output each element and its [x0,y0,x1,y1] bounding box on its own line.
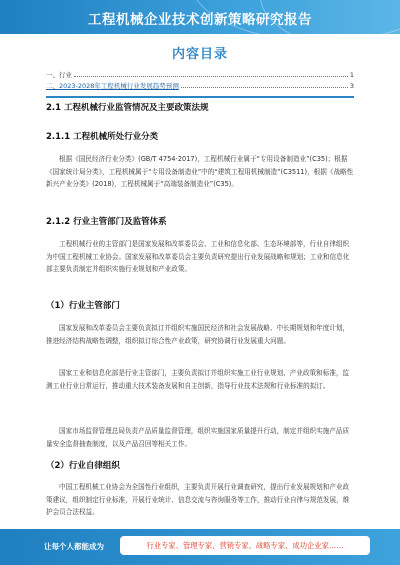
toc-item-page: 1 [349,71,354,79]
paragraph: 国家市场监督管理总局负责产品质量监督管理，组织实施国家质量提升行动，制定并组织实施产品质量安全监督抽查制度，以及产品召回等相关工作。 [46,427,350,448]
toc-item-label[interactable]: 一、行业 [46,71,72,79]
report-title: 工程机械企业技术创新策略研究报告 [88,12,312,28]
toc-leader-dots [181,87,348,88]
section-heading: 2.1.1 工程机械所处行业分类 [46,132,159,142]
paragraph: 中国工程机械工业协会为全国性行业组织，主要负责开展行业调查研究，提出行业发展规划和产业政策建议，组织制定行业标准，开展行业统计、信息交流与咨询服务等工作，推动行业自律与规范发展，维护会员合法权益。 [46,483,350,517]
toc-list [46,70,354,92]
toc-item[interactable] [46,81,354,92]
section-heading: （2）行业自律组织 [46,461,120,471]
report-header-banner [0,0,400,34]
paragraph: 工程机械行业的主管部门是国家发展和改革委员会、工业和信息化部、生态环境部等，行业自律组织为中国工程机械工业协会。国家发展和改革委员会主要负责研究提出行业发展战略和规划；工业和信息化部主要负责制定并组织实施行业规划和产业政策。 [46,240,350,274]
footer-roles-box [120,536,370,555]
paragraph: 国家工业和信息化部是行业主管部门，主要负责拟订并组织实施工业行业规划、产业政策和标准，监测工业行业日常运行，推动重大技术装备发展和自主创新，指导行业技术法规和行业标准的拟订。 [46,369,350,390]
section-divider [46,96,354,98]
paragraph: 国家发展和改革委员会主要负责拟订并组织实施国民经济和社会发展战略、中长期规划和年度计划，推进经济结构战略性调整，组织拟订综合性产业政策，研究协调行业发展重大问题。 [46,324,350,345]
toc-leader-dots [74,76,348,77]
toc-item[interactable] [46,70,354,81]
toc-item-page: 3 [349,82,354,90]
toc-title: 内容目录 [171,47,228,62]
section-heading: 2.1.2 行业主管部门及监管体系 [46,217,167,227]
footer-slogan: 让每个人都能成为 [44,542,104,551]
footer-roles-text: 行业专家、管理专家、营销专家、战略专家、成功企业家…… [146,541,344,550]
paragraph: 根据《国民经济行业分类》(GB/T 4754-2017)，工程机械行业属于“专用设备制造业”(C35)；根据《国家统计局分类》，工程机械属于“专用设备制造业”中的“建筑工程用机械制造”(C3511)，根据《战略性新兴产业分类》(2018)，工程机械属于“高端装备制造业”(C35)。 [46,155,354,189]
footer-banner [0,529,400,565]
section-heading: 2.1 工程机械行业监管情况及主要政策法规 [46,103,209,113]
toc-item-label[interactable]: 二、2023-2028年工程机械行业发展趋势预测 [46,82,179,90]
section-heading: （1）行业主管部门 [46,301,120,311]
